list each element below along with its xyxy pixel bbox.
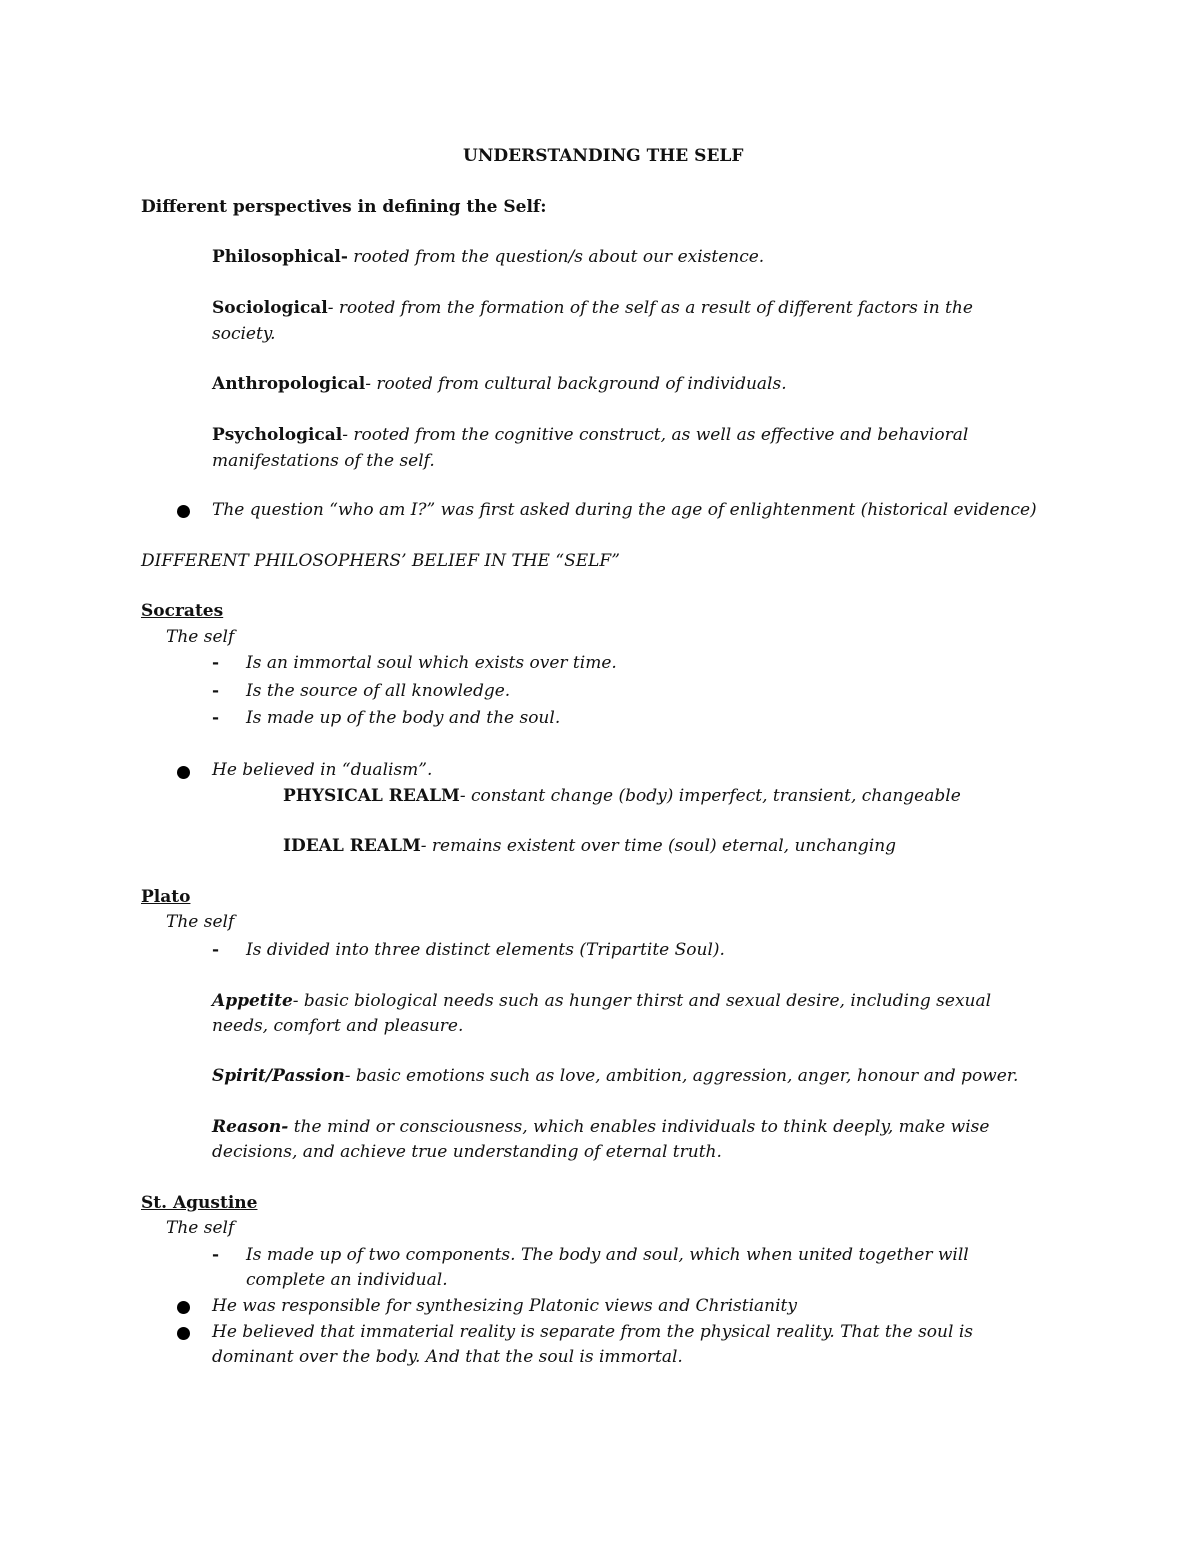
perspective-sociological — [212, 297, 973, 319]
plato-spirit — [212, 1065, 1018, 1087]
plato-reason — [212, 1116, 989, 1138]
dash-icon: - — [212, 708, 220, 728]
bullet-icon — [177, 1327, 190, 1340]
socrates-point: Is an immortal soul which exists over time. — [246, 653, 617, 673]
dash-icon: - — [212, 1245, 220, 1265]
physical-realm — [283, 785, 961, 807]
dash-icon: - — [212, 681, 220, 701]
perspective-desc: - rooted from the cognitive construct, as well as effective and behavioral — [342, 425, 969, 445]
augustine-heading: St. Agustine — [141, 1193, 258, 1213]
who-am-i-note: The question “who am I?” was first asked during the age of enlightenment (historical evidence) — [212, 500, 1037, 520]
plato-appetite — [212, 990, 991, 1012]
realm-term: PHYSICAL REALM — [283, 786, 460, 806]
soul-term: Reason- — [212, 1117, 289, 1137]
socrates-intro: The self — [166, 627, 235, 647]
perspective-term: Philosophical- — [212, 247, 348, 267]
socrates-dualism: He believed in “dualism”. — [212, 760, 433, 780]
plato-heading: Plato — [141, 887, 191, 907]
perspective-term: Psychological — [212, 425, 343, 445]
socrates-point: Is made up of the body and the soul. — [246, 708, 561, 728]
soul-term: Appetite — [212, 991, 293, 1011]
augustine-point-cont: complete an individual. — [246, 1270, 448, 1290]
perspective-psychological — [212, 424, 968, 446]
soul-desc-cont: needs, comfort and pleasure. — [212, 1016, 464, 1036]
soul-desc: - basic emotions such as love, ambition, aggression, anger, honour and power. — [344, 1066, 1019, 1086]
dash-icon: - — [212, 940, 220, 960]
realm-desc: - remains existent over time (soul) eternal, unchanging — [420, 836, 897, 856]
realm-desc: - constant change (body) imperfect, transient, changeable — [459, 786, 961, 806]
augustine-note-cont: dominant over the body. And that the soul is immortal. — [212, 1347, 683, 1367]
soul-term: Spirit/Passion — [212, 1066, 345, 1086]
perspective-term: Sociological — [212, 298, 328, 318]
plato-point: Is divided into three distinct elements (Tripartite Soul). — [246, 940, 725, 960]
augustine-note: He was responsible for synthesizing Platonic views and Christianity — [212, 1296, 797, 1316]
augustine-intro: The self — [166, 1218, 235, 1238]
ideal-realm — [283, 835, 896, 857]
perspective-desc: - rooted from cultural background of individuals. — [365, 374, 787, 394]
perspective-term: Anthropological — [212, 374, 366, 394]
bullet-icon — [177, 766, 190, 779]
bullet-icon — [177, 1301, 190, 1314]
realm-term: IDEAL REALM — [283, 836, 421, 856]
augustine-point: Is made up of two components. The body and soul, which when united together will — [246, 1245, 969, 1265]
page-title: UNDERSTANDING THE SELF — [463, 146, 744, 166]
augustine-note: He believed that immaterial reality is separate from the physical reality. That the soul is — [212, 1322, 973, 1342]
soul-desc-cont: decisions, and achieve true understanding of eternal truth. — [212, 1142, 722, 1162]
bullet-icon — [177, 505, 190, 518]
plato-intro: The self — [166, 912, 235, 932]
perspective-desc-cont: manifestations of the self. — [212, 451, 435, 471]
philosophers-heading: DIFFERENT PHILOSOPHERS’ BELIEF IN THE “SELF” — [141, 551, 620, 571]
dash-icon: - — [212, 653, 220, 673]
soul-desc: - basic biological needs such as hunger thirst and sexual desire, including sexual — [292, 991, 992, 1011]
socrates-point: Is the source of all knowledge. — [246, 681, 511, 701]
perspective-desc-cont: society. — [212, 324, 276, 344]
perspective-desc: - rooted from the formation of the self as a result of different factors in the — [327, 298, 973, 318]
socrates-heading: Socrates — [141, 601, 224, 621]
perspectives-heading: Different perspectives in defining the Self: — [141, 197, 547, 217]
soul-desc: the mind or consciousness, which enables individuals to think deeply, make wise — [288, 1117, 990, 1137]
perspective-anthropological — [212, 373, 787, 395]
perspective-desc: rooted from the question/s about our existence. — [347, 247, 765, 267]
perspective-philosophical — [212, 246, 764, 268]
